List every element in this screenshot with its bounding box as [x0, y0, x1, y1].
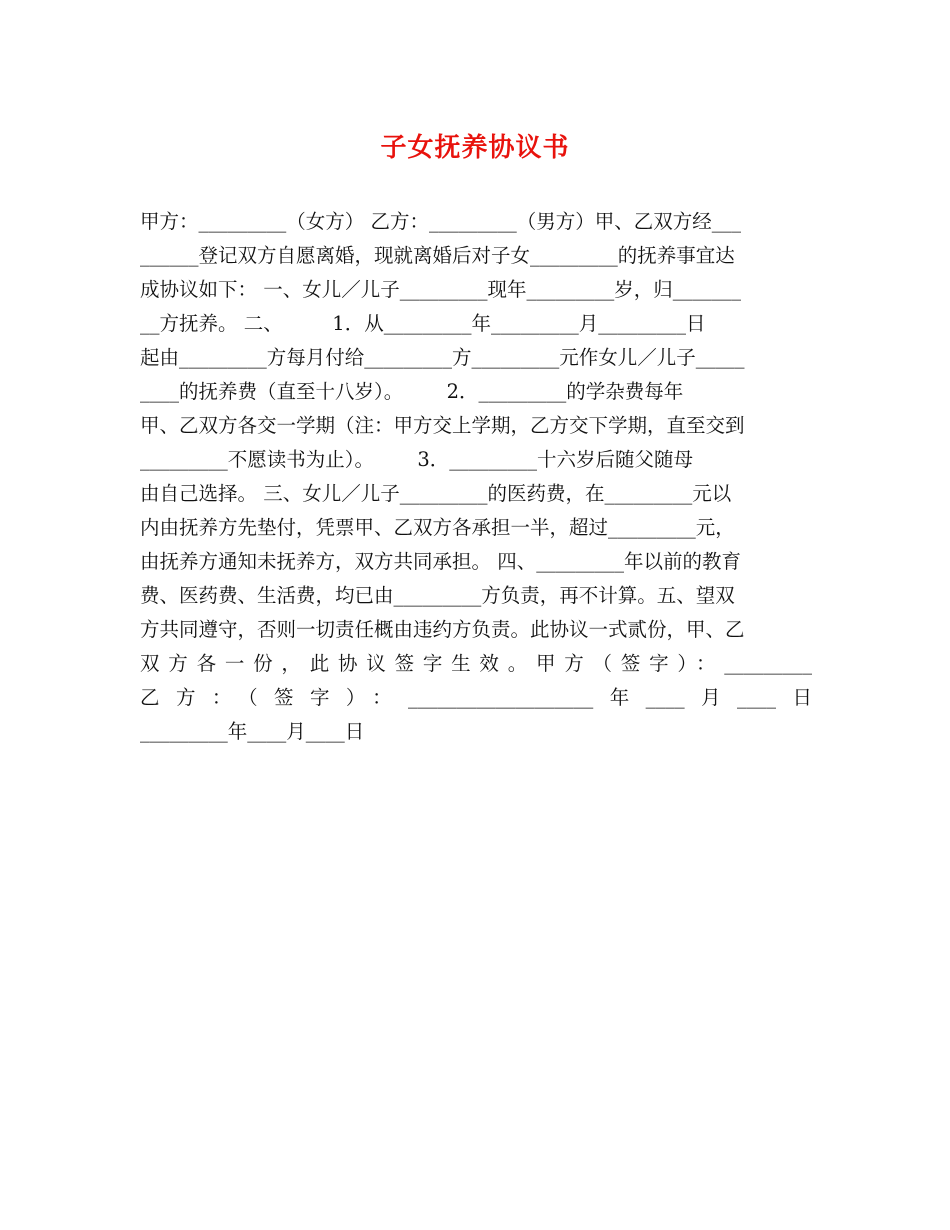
body-line-11: 由抚养方通知未抚养方，双方共同承担。 四、_________年以前的教育: [140, 550, 741, 573]
body-line-9: 由自己选择。 三、女儿／儿子_________的医药费，在_________元以: [140, 482, 732, 505]
body-line-13: 方共同遵守，否则一切责任概由违约方负责。此协议一式贰份，甲、乙: [140, 618, 745, 641]
body-line-4: __方抚养。 二、 1．从_________年_________月_________日: [140, 312, 706, 335]
body-line-16: _________年____月____日: [140, 720, 365, 743]
body-line-8: _________不愿读书为止）。 3．_________十六岁后随父随母: [140, 448, 694, 471]
body-line-1: 甲方：_________（女方） 乙方：_________（男方）甲、乙双方经___: [140, 210, 741, 233]
document-title: 子女抚养协议书: [380, 133, 570, 163]
body-line-6: ____的抚养费（直至十八岁）。 2．_________的学杂费每年: [140, 380, 684, 403]
body-line-15: 乙方：（签字）：___________________年____月____日: [140, 686, 812, 709]
body-line-5: 起由_________方每月付给_________方_________元作女儿／儿子_____: [140, 346, 745, 369]
body-line-12: 费、医药费、生活费，均已由_________方负责，再不计算。五、望双: [140, 584, 735, 607]
body-line-7: 甲、乙双方各交一学期（注：甲方交上学期，乙方交下学期，直至交到: [140, 414, 745, 437]
body-line-3: 成协议如下： 一、女儿／儿子_________现年_________岁，归_______: [140, 278, 741, 301]
body-line-14: 双方各一份，此协议签字生效。甲方（签字）：_________: [140, 652, 812, 675]
body-line-2: ______登记双方自愿离婚，现就离婚后对子女_________的抚养事宜达: [140, 244, 735, 267]
body-line-10: 内由抚养方先垫付，凭票甲、乙双方各承担一半，超过_________元，: [140, 516, 735, 539]
